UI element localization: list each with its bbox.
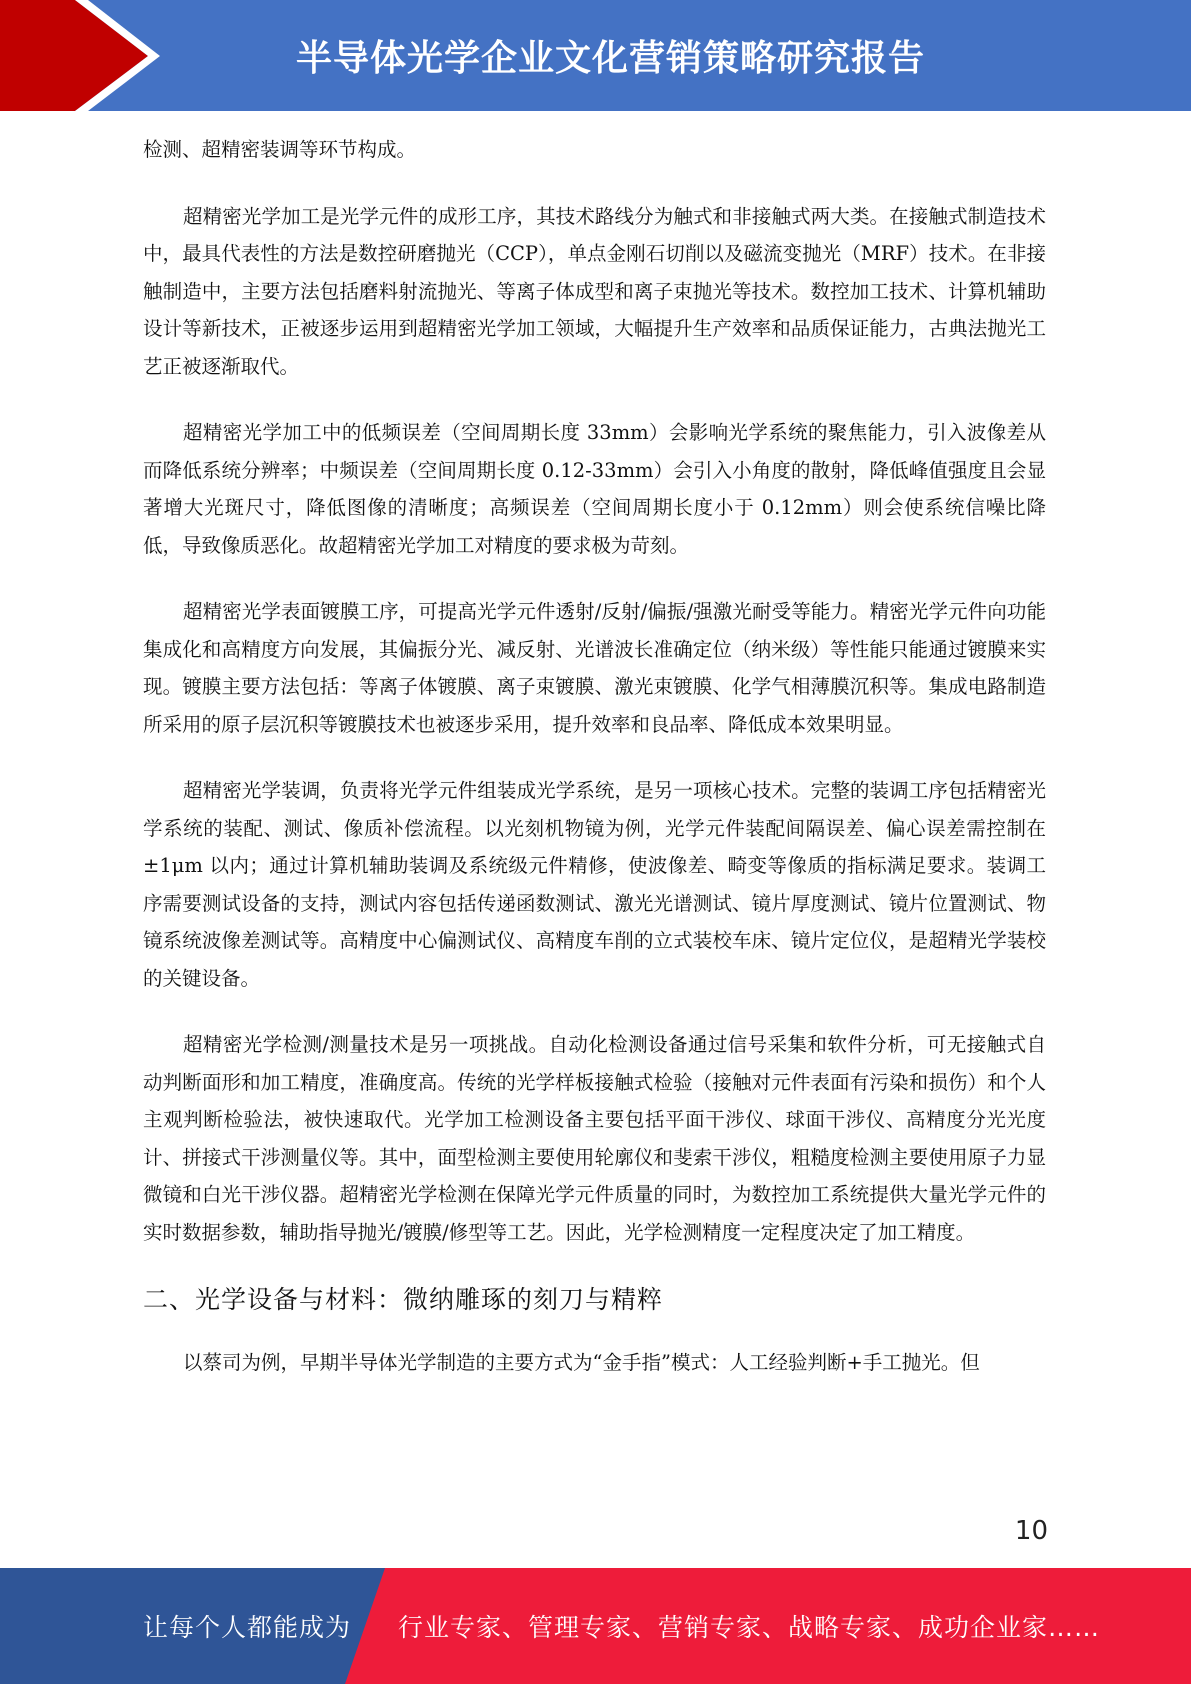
paragraph-error-frequency: 超精密光学加工中的低频误差（空间周期长度 33mm）会影响光学系统的聚焦能力，引入波像差从而降低系统分辨率；中频误差（空间周期长度 0.12-33mm）会引入小角度的散射，降低峰值强度且会显著增大光斑尺寸，降低图像的清晰度；高频误差（空间周期长度小于 0.12mm）则会使系统信噪比降低，导致像质恶化。故超精密光学加工对精度的要求极为苛刻。 xyxy=(143,421,1046,557)
paragraph-zeiss: 以蔡司为例，早期半导体光学制造的主要方式为“金手指”模式：人工经验判断+手工抛光。但 xyxy=(183,1351,980,1374)
header-arrow-decoration xyxy=(0,0,160,111)
paragraph-inspection: 超精密光学检测/测量技术是另一项挑战。自动化检测设备通过信号采集和软件分析，可无接触式自动判断面形和加工精度，准确度高。传统的光学样板接触式检验（接触对元件表面有污染和损伤）和个人主观判断检验法，被快速取代。光学加工检测设备主要包括平面干涉仪、球面干涉仪、高精度分光光度计、拼接式干涉测量仪等。其中，面型检测主要使用轮廓仪和斐索干涉仪，粗糙度检测主要使用原子力显微镜和白光干涉仪器。超精密光学检测在保障光学元件质量的同时，为数控加工系统提供大量光学元件的实时数据参数，辅助指导抛光/镀膜/修型等工艺。因此，光学检测精度一定程度决定了加工精度。 xyxy=(143,1033,1046,1244)
document-body xyxy=(143,131,1046,1411)
page-number: 10 xyxy=(1014,1516,1048,1546)
paragraph-coating: 超精密光学表面镀膜工序，可提高光学元件透射/反射/偏振/强激光耐受等能力。精密光学元件向功能集成化和高精度方向发展，其偏振分光、减反射、光谱波长准确定位（纳米级）等性能只能通过镀膜来实现。镀膜主要方法包括：等离子体镀膜、离子束镀膜、激光束镀膜、化学气相薄膜沉积等。集成电路制造所采用的原子层沉积等镀膜技术也被逐步采用，提升效率和良品率、降低成本效果明显。 xyxy=(143,600,1046,736)
page-footer xyxy=(0,1568,1191,1684)
page-header xyxy=(0,0,1191,111)
report-title: 半导体光学企业文化营销策略研究报告 xyxy=(295,38,925,79)
paragraph-processing: 超精密光学加工是光学元件的成形工序，其技术路线分为触式和非接触式两大类。在接触式制造技术中，最具代表性的方法是数控研磨抛光（CCP），单点金刚石切削以及磁流变抛光（MRF）技术。在非接触制造中，主要方法包括磨料射流抛光、等离子体成型和离子束抛光等技术。数控加工技术、计算机辅助设计等新技术，正被逐步运用到超精密光学加工领域，大幅提升生产效率和品质保证能力，古典法抛光工艺正被逐渐取代。 xyxy=(143,204,1046,378)
header-red-chevron xyxy=(0,0,148,111)
section-heading: 二、光学设备与材料：微纳雕琢的刻刀与精粹 xyxy=(143,1285,664,1314)
continuation-text: 检测、超精密装调等环节构成。 xyxy=(143,138,417,161)
footer-slogan-right: 行业专家、管理专家、营销专家、战略专家、成功企业家…… xyxy=(398,1613,1101,1642)
paragraph-assembly: 超精密光学装调，负责将光学元件组装成光学系统，是另一项核心技术。完整的装调工序包括精密光学系统的装配、测试、像质补偿流程。以光刻机物镜为例，光学元件装配间隔误差、偏心误差需控制在±1μm 以内；通过计算机辅助装调及系统级元件精修，使波像差、畸变等像质的指标满足要求。装调工序需要测试设备的支持，测试内容包括传递函数测试、激光光谱测试、镜片厚度测试、镜片位置测试、物镜系统波像差测试等。高精度中心偏测试仪、高精度车削的立式装校车床、镜片定位仪，是超精光学装校的关键设备。 xyxy=(143,779,1046,990)
footer-slogan-left: 让每个人都能成为 xyxy=(143,1613,352,1642)
